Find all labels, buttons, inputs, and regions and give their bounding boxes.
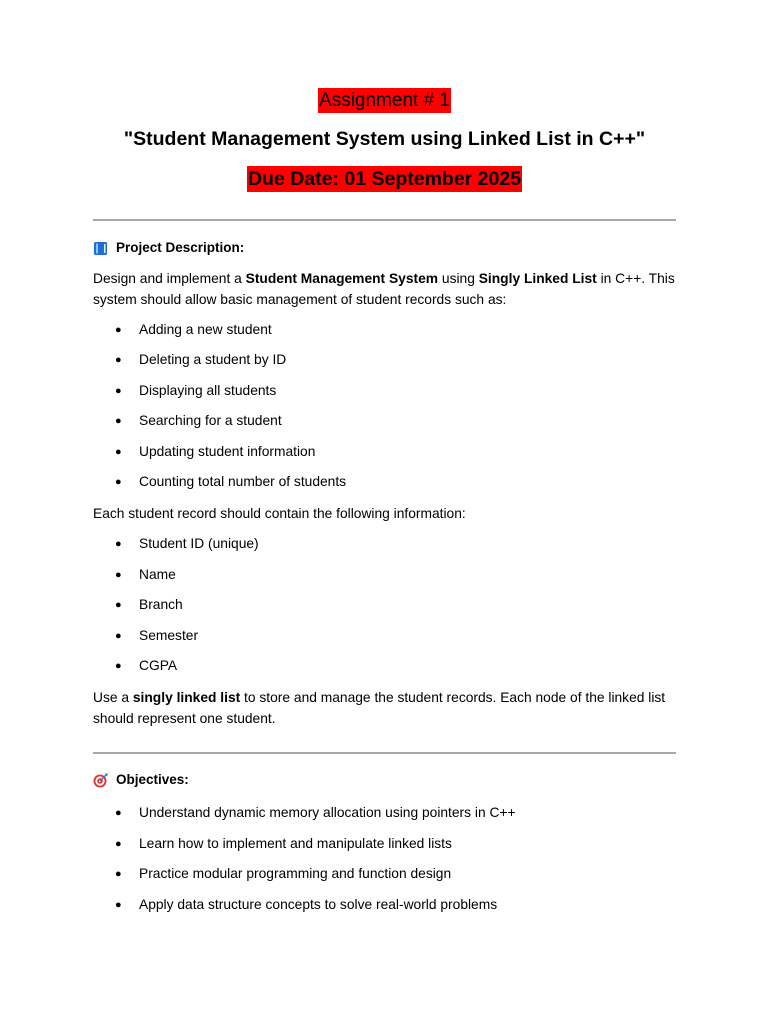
document-title: "Student Management System using Linked List in C++" bbox=[123, 128, 646, 150]
list-item-text: Semester bbox=[139, 627, 199, 643]
objectives-heading bbox=[93, 770, 676, 790]
bullet: ● bbox=[115, 807, 122, 820]
list-item-text: Displaying all students bbox=[139, 382, 277, 398]
list-item bbox=[93, 890, 676, 920]
list-item-text: Adding a new student bbox=[139, 322, 272, 337]
list-item-text: Updating student information bbox=[139, 443, 316, 459]
bullet: ● bbox=[115, 599, 122, 612]
target-icon bbox=[93, 773, 108, 788]
intro-text-2: using bbox=[438, 271, 479, 286]
intro-bold-2: Singly Linked List bbox=[478, 271, 597, 286]
list-item-text: Practice modular programming and function design bbox=[139, 866, 452, 882]
bullet: ● bbox=[115, 898, 122, 911]
fields-intro: Each student record should contain the following information: bbox=[93, 506, 466, 522]
list-item-text: Counting total number of students bbox=[139, 474, 347, 490]
list-item bbox=[93, 376, 676, 406]
blue-book-icon bbox=[93, 241, 108, 256]
list-item-text: Deleting a student by ID bbox=[139, 352, 287, 368]
list-item bbox=[93, 529, 676, 559]
bullet: ● bbox=[115, 476, 122, 489]
list-item bbox=[93, 467, 676, 497]
horizontal-divider bbox=[93, 752, 676, 754]
list-item-text: CGPA bbox=[139, 658, 178, 674]
assignment-heading bbox=[93, 86, 676, 116]
list-item bbox=[93, 437, 676, 467]
bullet: ● bbox=[115, 538, 122, 551]
list-item-text: Name bbox=[139, 566, 176, 582]
list-item-text: Student ID (unique) bbox=[139, 536, 259, 552]
list-item bbox=[93, 590, 676, 620]
list-item bbox=[93, 829, 676, 859]
usage-text-2: to store and manage the student records. Each node of the linked list should represent one student. bbox=[93, 690, 666, 727]
bullet: ● bbox=[115, 384, 122, 397]
list-item bbox=[93, 315, 676, 345]
usage-bold-1: singly linked list bbox=[132, 690, 241, 706]
bullet: ● bbox=[115, 354, 122, 367]
project-description-label: Project Description: bbox=[116, 240, 245, 255]
list-item bbox=[93, 560, 676, 590]
list-item bbox=[93, 651, 676, 681]
document-page bbox=[93, 86, 676, 920]
bullet: ● bbox=[115, 629, 122, 642]
bullet: ● bbox=[115, 868, 122, 881]
bullet: ● bbox=[115, 568, 122, 581]
operations-list bbox=[93, 315, 676, 497]
objectives-label: Objectives: bbox=[116, 772, 189, 788]
assignment-label: Assignment # 1 bbox=[319, 90, 450, 111]
description-paragraph bbox=[93, 268, 676, 310]
list-item-text: Apply data structure concepts to solve real-world problems bbox=[139, 896, 498, 912]
objectives-list bbox=[93, 798, 676, 920]
horizontal-divider bbox=[93, 219, 676, 221]
due-date-heading bbox=[93, 164, 676, 194]
bullet: ● bbox=[115, 324, 122, 336]
list-item bbox=[93, 798, 676, 828]
project-description-heading bbox=[93, 238, 676, 258]
intro-bold-1: Student Management System bbox=[245, 271, 439, 286]
list-item bbox=[93, 859, 676, 889]
bullet: ● bbox=[115, 415, 122, 428]
intro-text-1: Design and implement a bbox=[93, 271, 246, 286]
intro-text-3: in C++. This system should allow basic management of student records such as: bbox=[93, 271, 675, 307]
list-item bbox=[93, 345, 676, 375]
usage-text-1: Use a bbox=[93, 690, 133, 706]
list-item bbox=[93, 621, 676, 651]
due-date-label: Due Date: 01 September 2025 bbox=[247, 168, 522, 190]
bullet: ● bbox=[115, 660, 122, 673]
bullet: ● bbox=[115, 837, 122, 850]
list-item-text: Learn how to implement and manipulate linked lists bbox=[139, 835, 452, 851]
usage-paragraph bbox=[93, 687, 676, 729]
list-item bbox=[93, 406, 676, 436]
list-item-text: Branch bbox=[139, 597, 183, 613]
list-item-text: Understand dynamic memory allocation using pointers in C++ bbox=[139, 805, 516, 821]
bullet: ● bbox=[115, 445, 122, 458]
list-item-text: Searching for a student bbox=[139, 413, 282, 429]
fields-list bbox=[93, 529, 676, 681]
